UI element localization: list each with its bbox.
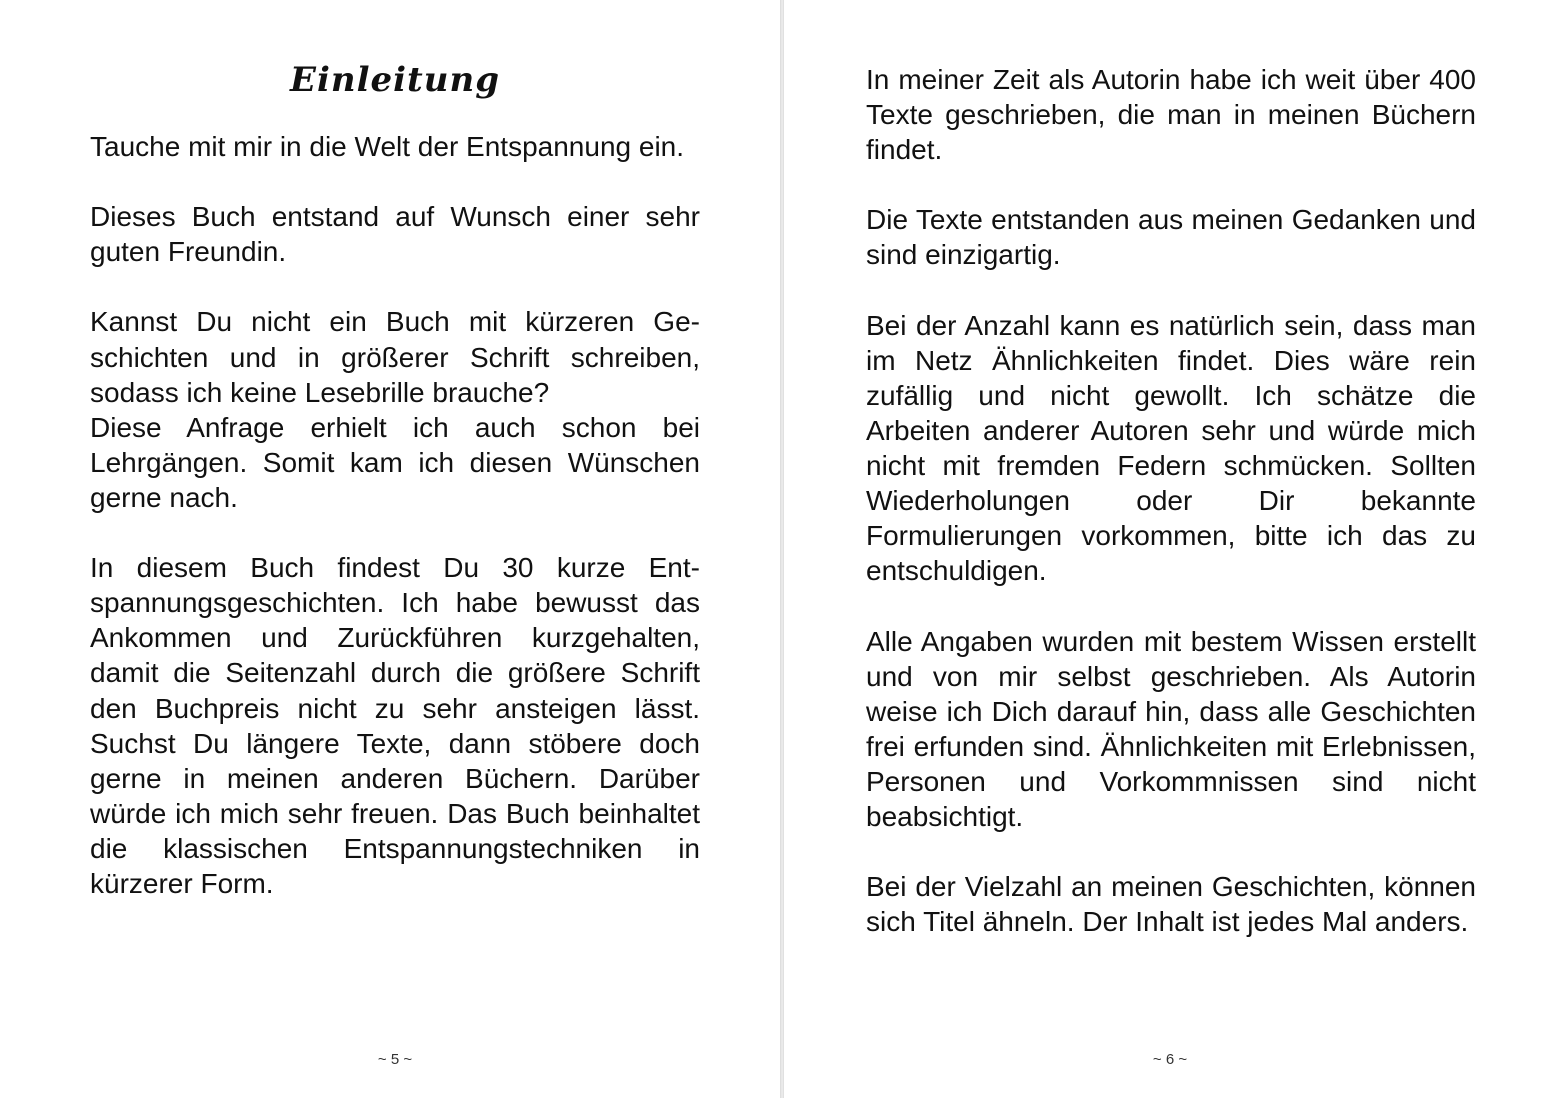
paragraph: Alle Angaben wurden mit bestem Wissen erstellt und von mir selbst geschrieben. Als Autorin weise ich Dich darauf hin, dass alle Geschichten frei erfunden sind. Ähnlichkeiten mit Erlebnissen, Personen und Vorkommnissen sind nicht beabsichtigt. bbox=[866, 625, 1476, 832]
paragraph: In meiner Zeit als Autorin habe ich weit über 400 Texte geschrieben, die man in meinen Büchern findet. bbox=[866, 64, 1476, 166]
right-page bbox=[784, 0, 1562, 1098]
chapter-title: Einleitung bbox=[290, 60, 500, 100]
left-page-text bbox=[90, 129, 700, 901]
right-page-text bbox=[866, 62, 1476, 939]
page-number: ~ 5 ~ bbox=[377, 1051, 413, 1068]
paragraph: Kannst Du nicht ein Buch mit kürzeren Geschichten und in größerer Schrift schreiben, sodass ich keine Lesebrille brauche? bbox=[90, 306, 700, 408]
paragraph: Bei der Vielzahl an meinen Geschichten, können sich Titel ähneln. Der Inhalt ist jedes Mal anders. bbox=[866, 871, 1476, 938]
paragraph: Bei der Anzahl kann es natürlich sein, dass man im Netz Ähnlichkeiten findet. Dies wäre rein zufällig und nicht gewollt. Ich schätze die Arbeiten anderer Autoren sehr und würde mich nicht mit fremden Federn schmücken. Sollten Wiederholungen oder Dir bekannte Formulierungen vorkommen, bitte ich das zu entschuldigen. bbox=[866, 309, 1476, 587]
paragraph: Tauche mit mir in die Welt der Entspannung ein. bbox=[90, 131, 685, 162]
paragraph: Die Texte entstanden aus meinen Gedanken und sind einzigartig. bbox=[866, 204, 1476, 271]
paragraph: Dieses Buch entstand auf Wunsch einer sehr guten Freundin. bbox=[90, 201, 700, 268]
left-page bbox=[0, 0, 780, 1098]
paragraph: Diese Anfrage erhielt ich auch schon bei Lehrgängen. Somit kam ich diesen Wünschen gerne nach. bbox=[90, 411, 700, 513]
page-number: ~ 6 ~ bbox=[1152, 1051, 1188, 1068]
paragraph: In diesem Buch findest Du 30 kurze Entspannungsgeschichten. Ich habe bewusst das Ankommen und Zurückführen kurzgehalten, damit die Seitenzahl durch die größere Schrift den Buchpreis nicht zu sehr ansteigen lässt. Suchst Du längere Texte, dann stöbere doch gerne in meinen anderen Büchern. Darüber würde ich mich sehr freuen. Das Buch beinhaltet die klassischen Entspannungstechniken in kürzerer Form. bbox=[90, 552, 700, 899]
